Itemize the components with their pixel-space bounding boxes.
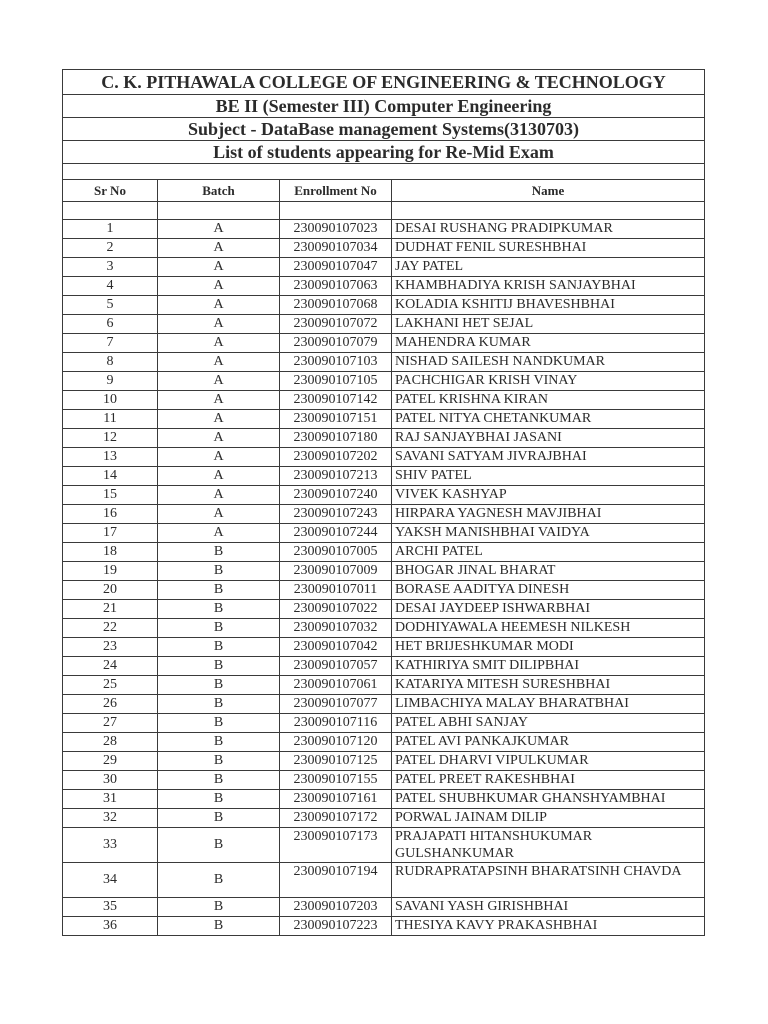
cell-enrollment: 230090107151 bbox=[280, 410, 392, 429]
cell-batch: A bbox=[158, 486, 280, 505]
cell-name: NISHAD SAILESH NANDKUMAR bbox=[392, 353, 705, 372]
cell-name: DUDHAT FENIL SURESHBHAI bbox=[392, 239, 705, 258]
cell-sr: 5 bbox=[63, 296, 158, 315]
cell-enrollment: 230090107057 bbox=[280, 657, 392, 676]
table-row bbox=[63, 296, 705, 315]
table-row bbox=[63, 315, 705, 334]
cell-batch: A bbox=[158, 372, 280, 391]
cell-enrollment: 230090107116 bbox=[280, 714, 392, 733]
table-row bbox=[63, 334, 705, 353]
cell-batch: B bbox=[158, 638, 280, 657]
cell-enrollment: 230090107009 bbox=[280, 562, 392, 581]
title-row bbox=[63, 70, 705, 95]
cell-enrollment: 230090107077 bbox=[280, 695, 392, 714]
cell-batch: B bbox=[158, 657, 280, 676]
cell-batch: A bbox=[158, 296, 280, 315]
table-row bbox=[63, 619, 705, 638]
cell-sr: 11 bbox=[63, 410, 158, 429]
cell-sr: 28 bbox=[63, 733, 158, 752]
cell-name: PATEL DHARVI VIPULKUMAR bbox=[392, 752, 705, 771]
cell-enrollment: 230090107023 bbox=[280, 220, 392, 239]
cell-sr: 23 bbox=[63, 638, 158, 657]
cell-name: KATHIRIYA SMIT DILIPBHAI bbox=[392, 657, 705, 676]
cell-enrollment: 230090107213 bbox=[280, 467, 392, 486]
table-row bbox=[63, 353, 705, 372]
cell-sr: 36 bbox=[63, 917, 158, 936]
cell-batch: A bbox=[158, 467, 280, 486]
cell-batch: B bbox=[158, 898, 280, 917]
column-header-enrollment: Enrollment No bbox=[280, 180, 392, 202]
cell-sr: 2 bbox=[63, 239, 158, 258]
blank-cell bbox=[63, 202, 158, 220]
cell-batch: A bbox=[158, 334, 280, 353]
cell-batch: A bbox=[158, 391, 280, 410]
table-row bbox=[63, 638, 705, 657]
table-row bbox=[63, 486, 705, 505]
cell-name: KATARIYA MITESH SURESHBHAI bbox=[392, 676, 705, 695]
cell-batch: B bbox=[158, 714, 280, 733]
cell-batch: B bbox=[158, 581, 280, 600]
table-row bbox=[63, 809, 705, 828]
cell-batch: B bbox=[158, 863, 280, 898]
cell-sr: 21 bbox=[63, 600, 158, 619]
cell-enrollment: 230090107011 bbox=[280, 581, 392, 600]
cell-batch: B bbox=[158, 809, 280, 828]
table-row bbox=[63, 863, 705, 898]
table-row bbox=[63, 372, 705, 391]
cell-batch: A bbox=[158, 524, 280, 543]
cell-enrollment: 230090107244 bbox=[280, 524, 392, 543]
cell-enrollment: 230090107061 bbox=[280, 676, 392, 695]
cell-enrollment: 230090107079 bbox=[280, 334, 392, 353]
cell-sr: 35 bbox=[63, 898, 158, 917]
cell-sr: 7 bbox=[63, 334, 158, 353]
cell-batch: B bbox=[158, 695, 280, 714]
cell-name: PATEL KRISHNA KIRAN bbox=[392, 391, 705, 410]
cell-batch: A bbox=[158, 505, 280, 524]
cell-sr: 8 bbox=[63, 353, 158, 372]
cell-sr: 16 bbox=[63, 505, 158, 524]
cell-enrollment: 230090107155 bbox=[280, 771, 392, 790]
table-row bbox=[63, 524, 705, 543]
cell-batch: B bbox=[158, 733, 280, 752]
title-row bbox=[63, 141, 705, 164]
table-row bbox=[63, 600, 705, 619]
cell-sr: 14 bbox=[63, 467, 158, 486]
table-row bbox=[63, 828, 705, 863]
cell-batch: A bbox=[158, 353, 280, 372]
table-row bbox=[63, 505, 705, 524]
cell-enrollment: 230090107120 bbox=[280, 733, 392, 752]
cell-enrollment: 230090107180 bbox=[280, 429, 392, 448]
cell-name: HIRPARA YAGNESH MAVJIBHAI bbox=[392, 505, 705, 524]
cell-batch: A bbox=[158, 258, 280, 277]
table-row bbox=[63, 220, 705, 239]
cell-sr: 6 bbox=[63, 315, 158, 334]
cell-enrollment: 230090107042 bbox=[280, 638, 392, 657]
cell-batch: A bbox=[158, 315, 280, 334]
cell-name: PATEL PREET RAKESHBHAI bbox=[392, 771, 705, 790]
cell-sr: 33 bbox=[63, 828, 158, 863]
blank-cell bbox=[158, 202, 280, 220]
cell-sr: 26 bbox=[63, 695, 158, 714]
cell-name: VIVEK KASHYAP bbox=[392, 486, 705, 505]
blank-cell bbox=[280, 202, 392, 220]
list-title: List of students appearing for Re-Mid Exam bbox=[63, 141, 705, 164]
cell-name: LIMBACHIYA MALAY BHARATBHAI bbox=[392, 695, 705, 714]
subject-title: Subject - DataBase management Systems(3130703) bbox=[63, 118, 705, 141]
student-list-sheet bbox=[62, 69, 704, 936]
cell-sr: 15 bbox=[63, 486, 158, 505]
table-row bbox=[63, 917, 705, 936]
cell-name: DESAI JAYDEEP ISHWARBHAI bbox=[392, 600, 705, 619]
cell-name: PATEL AVI PANKAJKUMAR bbox=[392, 733, 705, 752]
table-row bbox=[63, 790, 705, 809]
table-row bbox=[63, 410, 705, 429]
cell-enrollment: 230090107202 bbox=[280, 448, 392, 467]
column-header-batch: Batch bbox=[158, 180, 280, 202]
cell-sr: 18 bbox=[63, 543, 158, 562]
blank-row bbox=[63, 202, 705, 220]
cell-name: PACHCHIGAR KRISH VINAY bbox=[392, 372, 705, 391]
cell-sr: 27 bbox=[63, 714, 158, 733]
cell-sr: 9 bbox=[63, 372, 158, 391]
cell-enrollment: 230090107243 bbox=[280, 505, 392, 524]
column-header-name: Name bbox=[392, 180, 705, 202]
cell-name: SAVANI SATYAM JIVRAJBHAI bbox=[392, 448, 705, 467]
cell-enrollment: 230090107161 bbox=[280, 790, 392, 809]
cell-sr: 31 bbox=[63, 790, 158, 809]
cell-sr: 25 bbox=[63, 676, 158, 695]
table-row bbox=[63, 676, 705, 695]
cell-sr: 22 bbox=[63, 619, 158, 638]
cell-batch: A bbox=[158, 448, 280, 467]
table-row bbox=[63, 898, 705, 917]
cell-batch: A bbox=[158, 220, 280, 239]
cell-name: MAHENDRA KUMAR bbox=[392, 334, 705, 353]
table-row bbox=[63, 733, 705, 752]
cell-batch: B bbox=[158, 676, 280, 695]
table-row bbox=[63, 543, 705, 562]
cell-enrollment: 230090107194 bbox=[280, 863, 392, 898]
table-row bbox=[63, 771, 705, 790]
cell-enrollment: 230090107005 bbox=[280, 543, 392, 562]
cell-name: LAKHANI HET SEJAL bbox=[392, 315, 705, 334]
table-row bbox=[63, 258, 705, 277]
spacer-row bbox=[63, 164, 705, 180]
cell-batch: B bbox=[158, 752, 280, 771]
title-row bbox=[63, 118, 705, 141]
cell-enrollment: 230090107032 bbox=[280, 619, 392, 638]
cell-batch: A bbox=[158, 239, 280, 258]
cell-sr: 20 bbox=[63, 581, 158, 600]
cell-name: RAJ SANJAYBHAI JASANI bbox=[392, 429, 705, 448]
cell-enrollment: 230090107240 bbox=[280, 486, 392, 505]
cell-sr: 4 bbox=[63, 277, 158, 296]
cell-name: YAKSH MANISHBHAI VAIDYA bbox=[392, 524, 705, 543]
table-row bbox=[63, 714, 705, 733]
cell-name: RUDRAPRATAPSINH BHARATSINH CHAVDA bbox=[392, 863, 705, 898]
program-title: BE II (Semester III) Computer Engineering bbox=[63, 95, 705, 118]
cell-batch: B bbox=[158, 771, 280, 790]
cell-name: KHAMBHADIYA KRISH SANJAYBHAI bbox=[392, 277, 705, 296]
cell-batch: B bbox=[158, 600, 280, 619]
student-list-table bbox=[62, 69, 705, 936]
cell-enrollment: 230090107063 bbox=[280, 277, 392, 296]
table-row bbox=[63, 448, 705, 467]
cell-sr: 3 bbox=[63, 258, 158, 277]
cell-name: PATEL NITYA CHETANKUMAR bbox=[392, 410, 705, 429]
cell-batch: A bbox=[158, 277, 280, 296]
cell-enrollment: 230090107034 bbox=[280, 239, 392, 258]
cell-sr: 30 bbox=[63, 771, 158, 790]
cell-sr: 12 bbox=[63, 429, 158, 448]
blank-cell bbox=[392, 202, 705, 220]
cell-batch: B bbox=[158, 543, 280, 562]
cell-name: KOLADIA KSHITIJ BHAVESHBHAI bbox=[392, 296, 705, 315]
table-row bbox=[63, 277, 705, 296]
table-row bbox=[63, 562, 705, 581]
cell-name: BHOGAR JINAL BHARAT bbox=[392, 562, 705, 581]
cell-batch: B bbox=[158, 562, 280, 581]
cell-name: PATEL ABHI SANJAY bbox=[392, 714, 705, 733]
cell-sr: 13 bbox=[63, 448, 158, 467]
table-row bbox=[63, 391, 705, 410]
cell-sr: 24 bbox=[63, 657, 158, 676]
cell-name: PORWAL JAINAM DILIP bbox=[392, 809, 705, 828]
cell-enrollment: 230090107173 bbox=[280, 828, 392, 863]
table-row bbox=[63, 752, 705, 771]
cell-enrollment: 230090107203 bbox=[280, 898, 392, 917]
cell-batch: A bbox=[158, 410, 280, 429]
cell-name: PATEL SHUBHKUMAR GHANSHYAMBHAI bbox=[392, 790, 705, 809]
cell-name: THESIYA KAVY PRAKASHBHAI bbox=[392, 917, 705, 936]
cell-name: SAVANI YASH GIRISHBHAI bbox=[392, 898, 705, 917]
spacer-cell bbox=[63, 164, 705, 180]
cell-enrollment: 230090107142 bbox=[280, 391, 392, 410]
table-row bbox=[63, 657, 705, 676]
cell-sr: 17 bbox=[63, 524, 158, 543]
table-row bbox=[63, 581, 705, 600]
cell-name: SHIV PATEL bbox=[392, 467, 705, 486]
cell-name: BORASE AADITYA DINESH bbox=[392, 581, 705, 600]
cell-batch: A bbox=[158, 429, 280, 448]
cell-name: HET BRIJESHKUMAR MODI bbox=[392, 638, 705, 657]
cell-batch: B bbox=[158, 828, 280, 863]
cell-enrollment: 230090107047 bbox=[280, 258, 392, 277]
column-header-row bbox=[63, 180, 705, 202]
cell-enrollment: 230090107068 bbox=[280, 296, 392, 315]
table-row bbox=[63, 695, 705, 714]
title-row bbox=[63, 95, 705, 118]
cell-name: DESAI RUSHANG PRADIPKUMAR bbox=[392, 220, 705, 239]
column-header-sr: Sr No bbox=[63, 180, 158, 202]
cell-sr: 10 bbox=[63, 391, 158, 410]
cell-sr: 1 bbox=[63, 220, 158, 239]
table-row bbox=[63, 239, 705, 258]
cell-enrollment: 230090107172 bbox=[280, 809, 392, 828]
college-name: C. K. PITHAWALA COLLEGE OF ENGINEERING & TECHNOLOGY bbox=[63, 70, 705, 95]
cell-enrollment: 230090107022 bbox=[280, 600, 392, 619]
cell-name: DODHIYAWALA HEEMESH NILKESH bbox=[392, 619, 705, 638]
cell-batch: B bbox=[158, 917, 280, 936]
cell-enrollment: 230090107103 bbox=[280, 353, 392, 372]
cell-sr: 32 bbox=[63, 809, 158, 828]
cell-name: PRAJAPATI HITANSHUKUMAR GULSHANKUMAR bbox=[392, 828, 705, 863]
table-row bbox=[63, 429, 705, 448]
cell-enrollment: 230090107072 bbox=[280, 315, 392, 334]
cell-sr: 29 bbox=[63, 752, 158, 771]
table-row bbox=[63, 467, 705, 486]
cell-enrollment: 230090107125 bbox=[280, 752, 392, 771]
cell-name: JAY PATEL bbox=[392, 258, 705, 277]
cell-batch: B bbox=[158, 619, 280, 638]
cell-name: ARCHI PATEL bbox=[392, 543, 705, 562]
cell-sr: 34 bbox=[63, 863, 158, 898]
cell-enrollment: 230090107105 bbox=[280, 372, 392, 391]
cell-sr: 19 bbox=[63, 562, 158, 581]
cell-enrollment: 230090107223 bbox=[280, 917, 392, 936]
cell-batch: B bbox=[158, 790, 280, 809]
